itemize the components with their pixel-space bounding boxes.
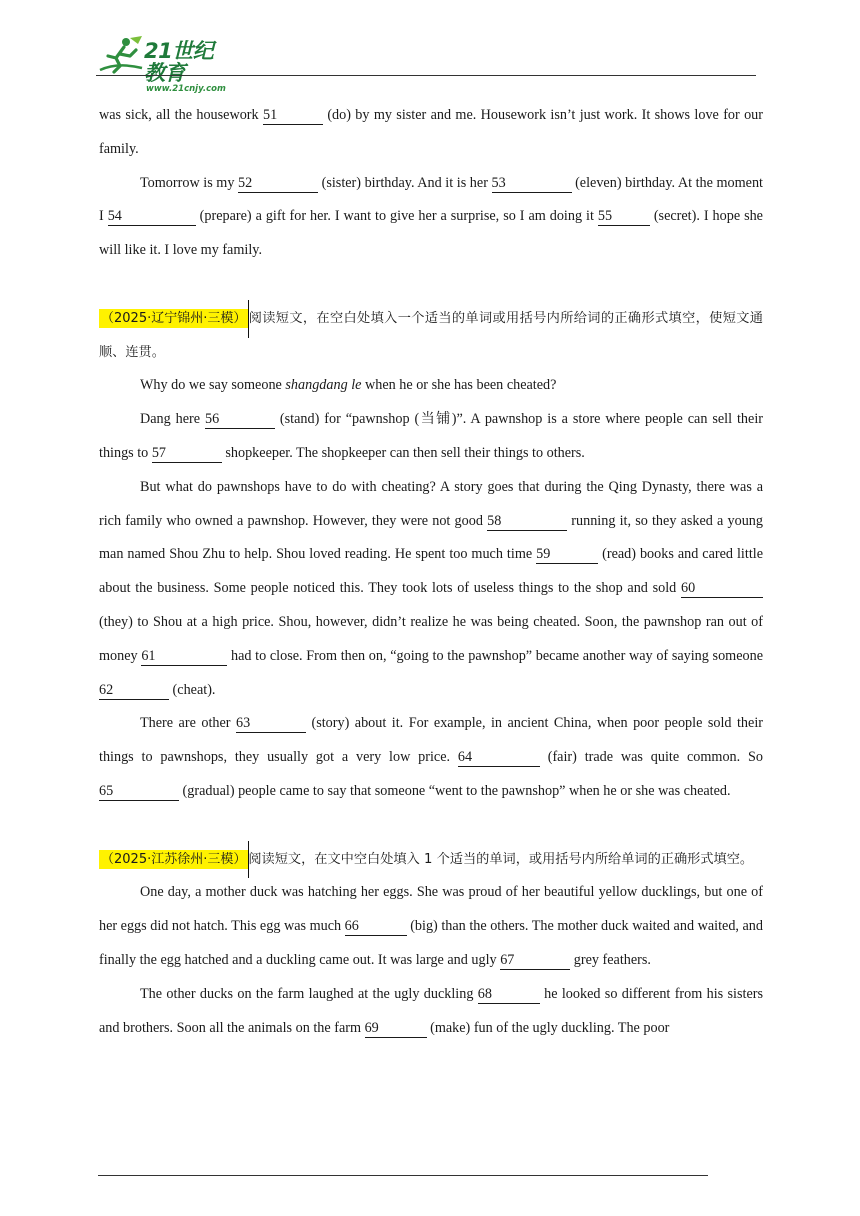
section-instruction-3: （2025·江苏徐州·三模） 阅读短文，在文中空白处填入 1 个适当的单词，或用括号内所给单词的正确形式填空。 — [99, 843, 763, 877]
blank-57: 57 — [152, 445, 222, 463]
source-tag: （2025·辽宁锦州·三模） — [101, 310, 247, 326]
paragraph-8: The other ducks on the farm laughed at the ugly duckling 68 he looked so different from his sisters and brothers. Soon all the animals on the farm 69 (make) fun of the ugly duckling. The poor — [99, 985, 763, 1036]
site-logo — [96, 34, 226, 94]
logo-title: 21世纪教育 — [144, 39, 214, 85]
page-header — [96, 30, 756, 94]
paragraph-2: Tomorrow is my 52 (sister) birthday. And it is her 53 (eleven) birthday. At the moment I 54 (prepare) a gift for her. I want to give her a surprise, so I am doing it 55 (secret). I hope she will like it. I love my family. — [99, 174, 764, 259]
blank-53: 53 — [492, 175, 572, 193]
paragraph-3: Why do we say someone shangdang le when he or she has been cheated? — [140, 377, 557, 394]
blank-55: 55 — [598, 208, 650, 226]
section-instruction-2: （2025·辽宁锦州·三模） 阅读短文，在空白处填入一个适当的单词或用括号内所给词的正确形式填空，使短文通顺、连贯。 — [99, 302, 763, 370]
blank-65: 65 — [99, 783, 179, 801]
blank-60: 60 — [681, 580, 763, 598]
blank-66: 66 — [345, 918, 407, 936]
blank-52: 52 — [238, 175, 318, 193]
paragraph-4: Dang here 56 (stand) for “pawnshop (当铺)”. A pawnshop is a store where people can sell their things to 57 shopkeeper. The shopkeeper can then sell their things to others. — [99, 411, 763, 461]
blank-62: 62 — [99, 682, 169, 700]
blank-51: 51 — [263, 107, 323, 125]
blank-54: 54 — [108, 208, 196, 226]
source-tag: （2025·江苏徐州·三模） — [101, 851, 247, 867]
paragraph-1: was sick, all the housework 51 (do) by my sister and me. Housework isn’t just work. It shows love for our family. — [99, 107, 763, 157]
blank-68: 68 — [478, 986, 540, 1004]
runner-logo-icon — [96, 34, 146, 76]
blank-59: 59 — [536, 546, 598, 564]
logo-url: www.21cnjy.com — [146, 84, 226, 94]
footer-divider — [98, 1175, 708, 1176]
blank-64: 64 — [458, 749, 540, 767]
paragraph-5: But what do pawnshops have to do with cheating? A story goes that during the Qing Dynasty, there was a rich family who owned a pawnshop. However, they were not good 58 running it, so they asked a young man named Shou Zhu to help. Shou loved reading. He spent too much time 59 (read) books and cared little about the business. Some people noticed this. They took lots of useless things to the shop and sold 60 (they) to Shou at a high price. Shou, however, didn’t realize he was being cheated. Soon, the pawnshop ran out of money 61 had to close. From then on, “going to the pawnshop” became another way of saying someone 62 (cheat). — [99, 478, 763, 698]
blank-67: 67 — [500, 952, 570, 970]
paragraph-6: There are other 63 (story) about it. For example, in ancient China, when poor people sold their things to pawnshops, they usually got a very low price. 64 (fair) trade was quite common. So 65 (gradual) people came to say that someone “went to the pawnshop” when he or she was cheated. — [99, 715, 763, 799]
blank-61: 61 — [141, 648, 227, 666]
blank-56: 56 — [205, 411, 275, 429]
paragraph-7: One day, a mother duck was hatching her eggs. She was proud of her beautiful yellow ducklings, but one of her eggs did not hatch. This egg was much 66 (big) than the others. The mother duck waited and waited, and finally the egg hatched and a duckling came out. It was large and ugly 67 grey feathers. — [99, 884, 763, 968]
document-body — [99, 99, 763, 1045]
blank-58: 58 — [487, 513, 567, 531]
blank-69: 69 — [365, 1020, 427, 1038]
blank-63: 63 — [236, 715, 306, 733]
header-divider — [96, 75, 756, 76]
